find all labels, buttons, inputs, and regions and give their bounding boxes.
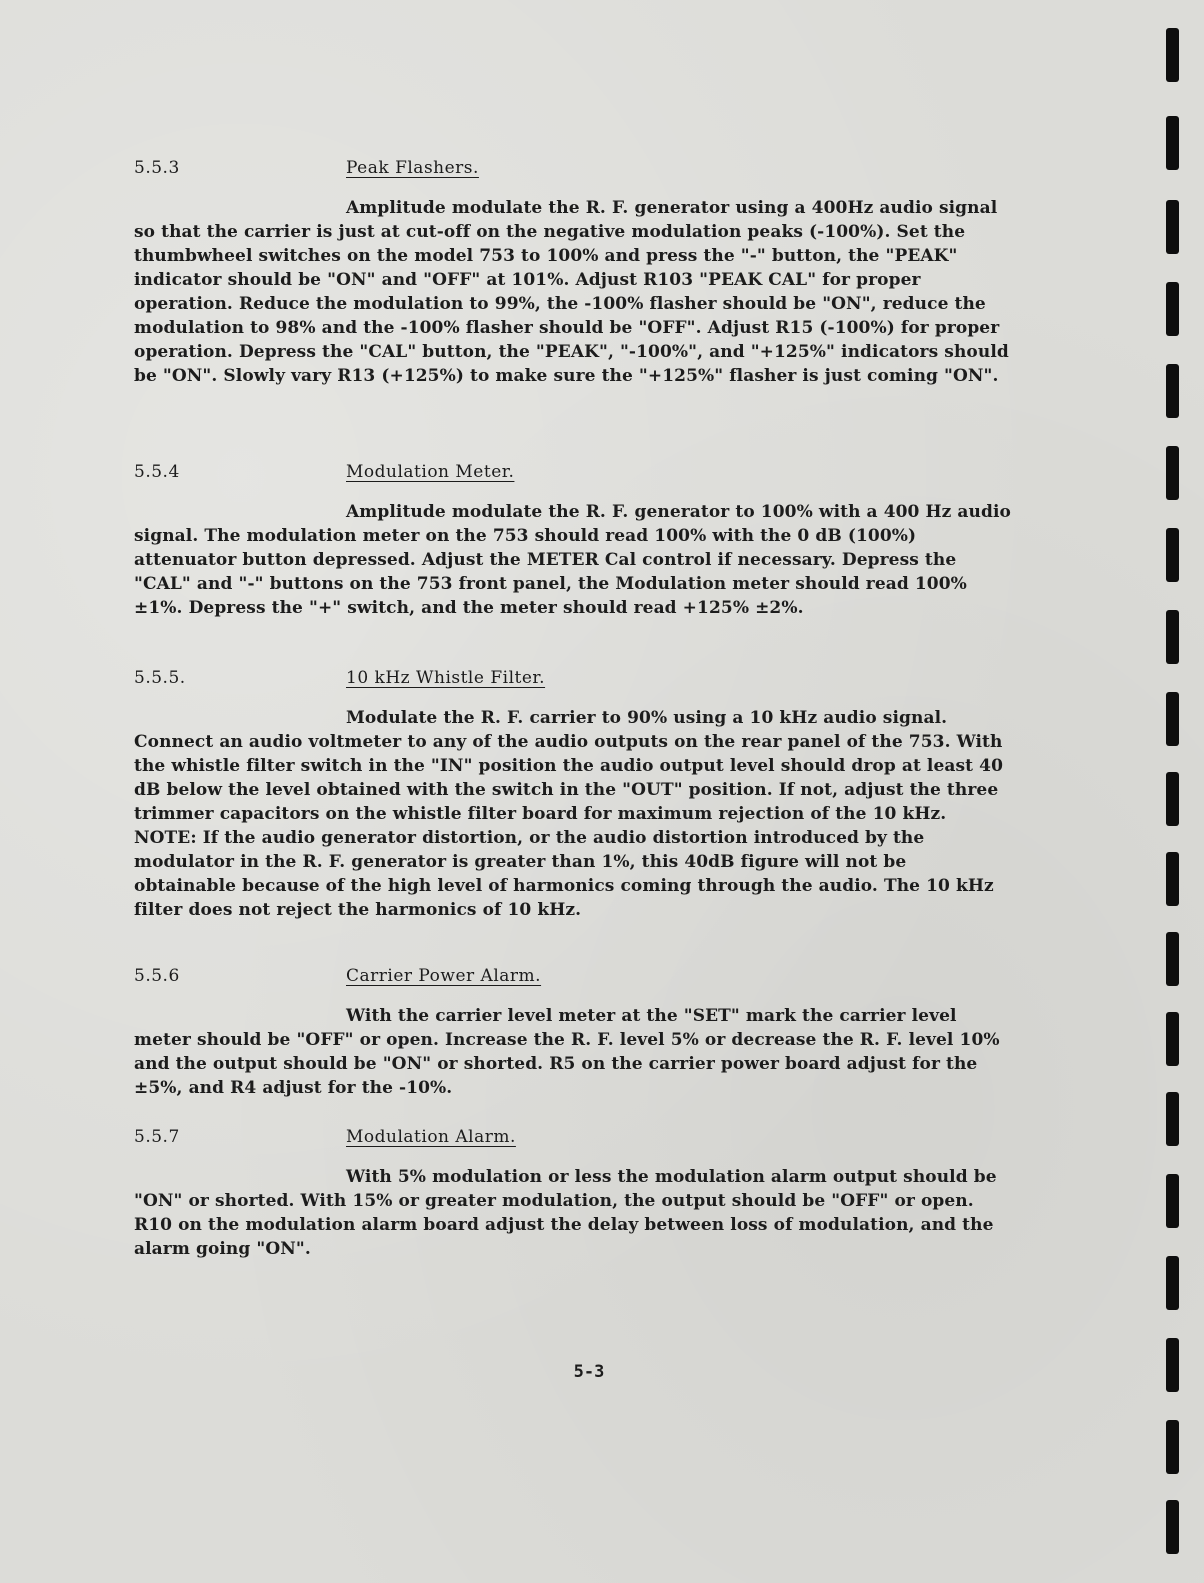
section-modulation-alarm	[134, 1127, 1014, 1261]
section-heading	[134, 966, 1014, 992]
section-title: Modulation Alarm.	[346, 1127, 516, 1147]
section-title: Peak Flashers.	[346, 158, 479, 178]
binding-hole	[1166, 1092, 1179, 1146]
section-number: 5.5.4	[134, 462, 180, 482]
section-body: Modulate the R. F. carrier to 90% using a 10 kHz audio signal. Connect an audio voltmeter to any of the audio outputs on the rear panel of the 753. With the whistle filter switch in the "IN" position the audio output level should drop at least 40 dB below the level obtained with the switch in the "OUT" position. If not, adjust the three trimmer capacitors on the whistle filter board for maximum rejection of the 10 kHz. NOTE: If the audio generator distortion, or the audio distortion introduced by the modulator in the R. F. generator is greater than 1%, this 40dB figure will not be obtainable because of the high level of harmonics coming through the audio. The 10 kHz filter does not reject the harmonics of 10 kHz.	[134, 708, 1004, 920]
section-body: Amplitude modulate the R. F. generator using a 400Hz audio signal so that the carrier is just at cut-off on the negative modulation peaks (-100%). Set the thumbwheel switches on the model 753 to 100% and press the "-" button, the "PEAK" indicator should be "ON" and "OFF" at 101%. Adjust R103 "PEAK CAL" for proper operation. Reduce the modulation to 99%, the -100% flasher should be "ON", reduce the modulation to 98% and the -100% flasher should be "OFF". Adjust R15 (-100%) for proper operation. Depress the "CAL" button, the "PEAK", "-100%", and "+125%" indicators should be "ON". Slowly vary R13 (+125%) to make sure the "+125%" flasher is just coming "ON".	[134, 198, 1009, 386]
binding-hole	[1166, 528, 1179, 582]
binding-hole	[1166, 28, 1179, 82]
binding-hole	[1166, 446, 1179, 500]
binding-hole	[1166, 932, 1179, 986]
binding-holes	[1166, 0, 1184, 1583]
binding-hole	[1166, 364, 1179, 418]
binding-hole	[1166, 1174, 1179, 1228]
binding-hole	[1166, 772, 1179, 826]
section-heading	[134, 668, 1014, 694]
binding-hole	[1166, 282, 1179, 336]
section-number: 5.5.6	[134, 966, 180, 986]
section-number: 5.5.5.	[134, 668, 186, 688]
page-number: 5-3	[573, 1362, 605, 1382]
binding-hole	[1166, 1420, 1179, 1474]
binding-hole	[1166, 116, 1179, 170]
binding-hole	[1166, 1012, 1179, 1066]
section-heading	[134, 1127, 1014, 1153]
section-heading	[134, 158, 1014, 184]
section-heading	[134, 462, 1014, 488]
section-title: Carrier Power Alarm.	[346, 966, 542, 986]
binding-hole	[1166, 692, 1179, 746]
section-body: With the carrier level meter at the "SET" mark the carrier level meter should be "OFF" or open. Increase the R. F. level 5% or decrease the R. F. level 10% and the output should be "ON" or shorted. R5 on the carrier power board adjust for the ±5%, and R4 adjust for the -10%.	[134, 1006, 1000, 1098]
section-peak-flashers	[134, 158, 1014, 388]
section-number: 5.5.7	[134, 1127, 180, 1147]
binding-hole	[1166, 1338, 1179, 1392]
binding-hole	[1166, 1500, 1179, 1554]
binding-hole	[1166, 200, 1179, 254]
section-carrier-power-alarm	[134, 966, 1014, 1100]
binding-hole	[1166, 1256, 1179, 1310]
section-title: Modulation Meter.	[346, 462, 515, 482]
section-body: With 5% modulation or less the modulation alarm output should be "ON" or shorted. With 15% or greater modulation, the output should be "OFF" or open. R10 on the modulation alarm board adjust the delay between loss of modulation, and the alarm going "ON".	[134, 1167, 997, 1259]
section-whistle-filter	[134, 668, 1014, 922]
section-body: Amplitude modulate the R. F. generator to 100% with a 400 Hz audio signal. The modulation meter on the 753 should read 100% with the 0 dB (100%) attenuator button depressed. Adjust the METER Cal control if necessary. Depress the "CAL" and "-" buttons on the 753 front panel, the Modulation meter should read 100% ±1%. Depress the "+" switch, and the meter should read +125% ±2%.	[134, 502, 1011, 618]
section-number: 5.5.3	[134, 158, 180, 178]
section-modulation-meter	[134, 462, 1014, 620]
section-title: 10 kHz Whistle Filter.	[346, 668, 546, 688]
binding-hole	[1166, 610, 1179, 664]
binding-hole	[1166, 852, 1179, 906]
